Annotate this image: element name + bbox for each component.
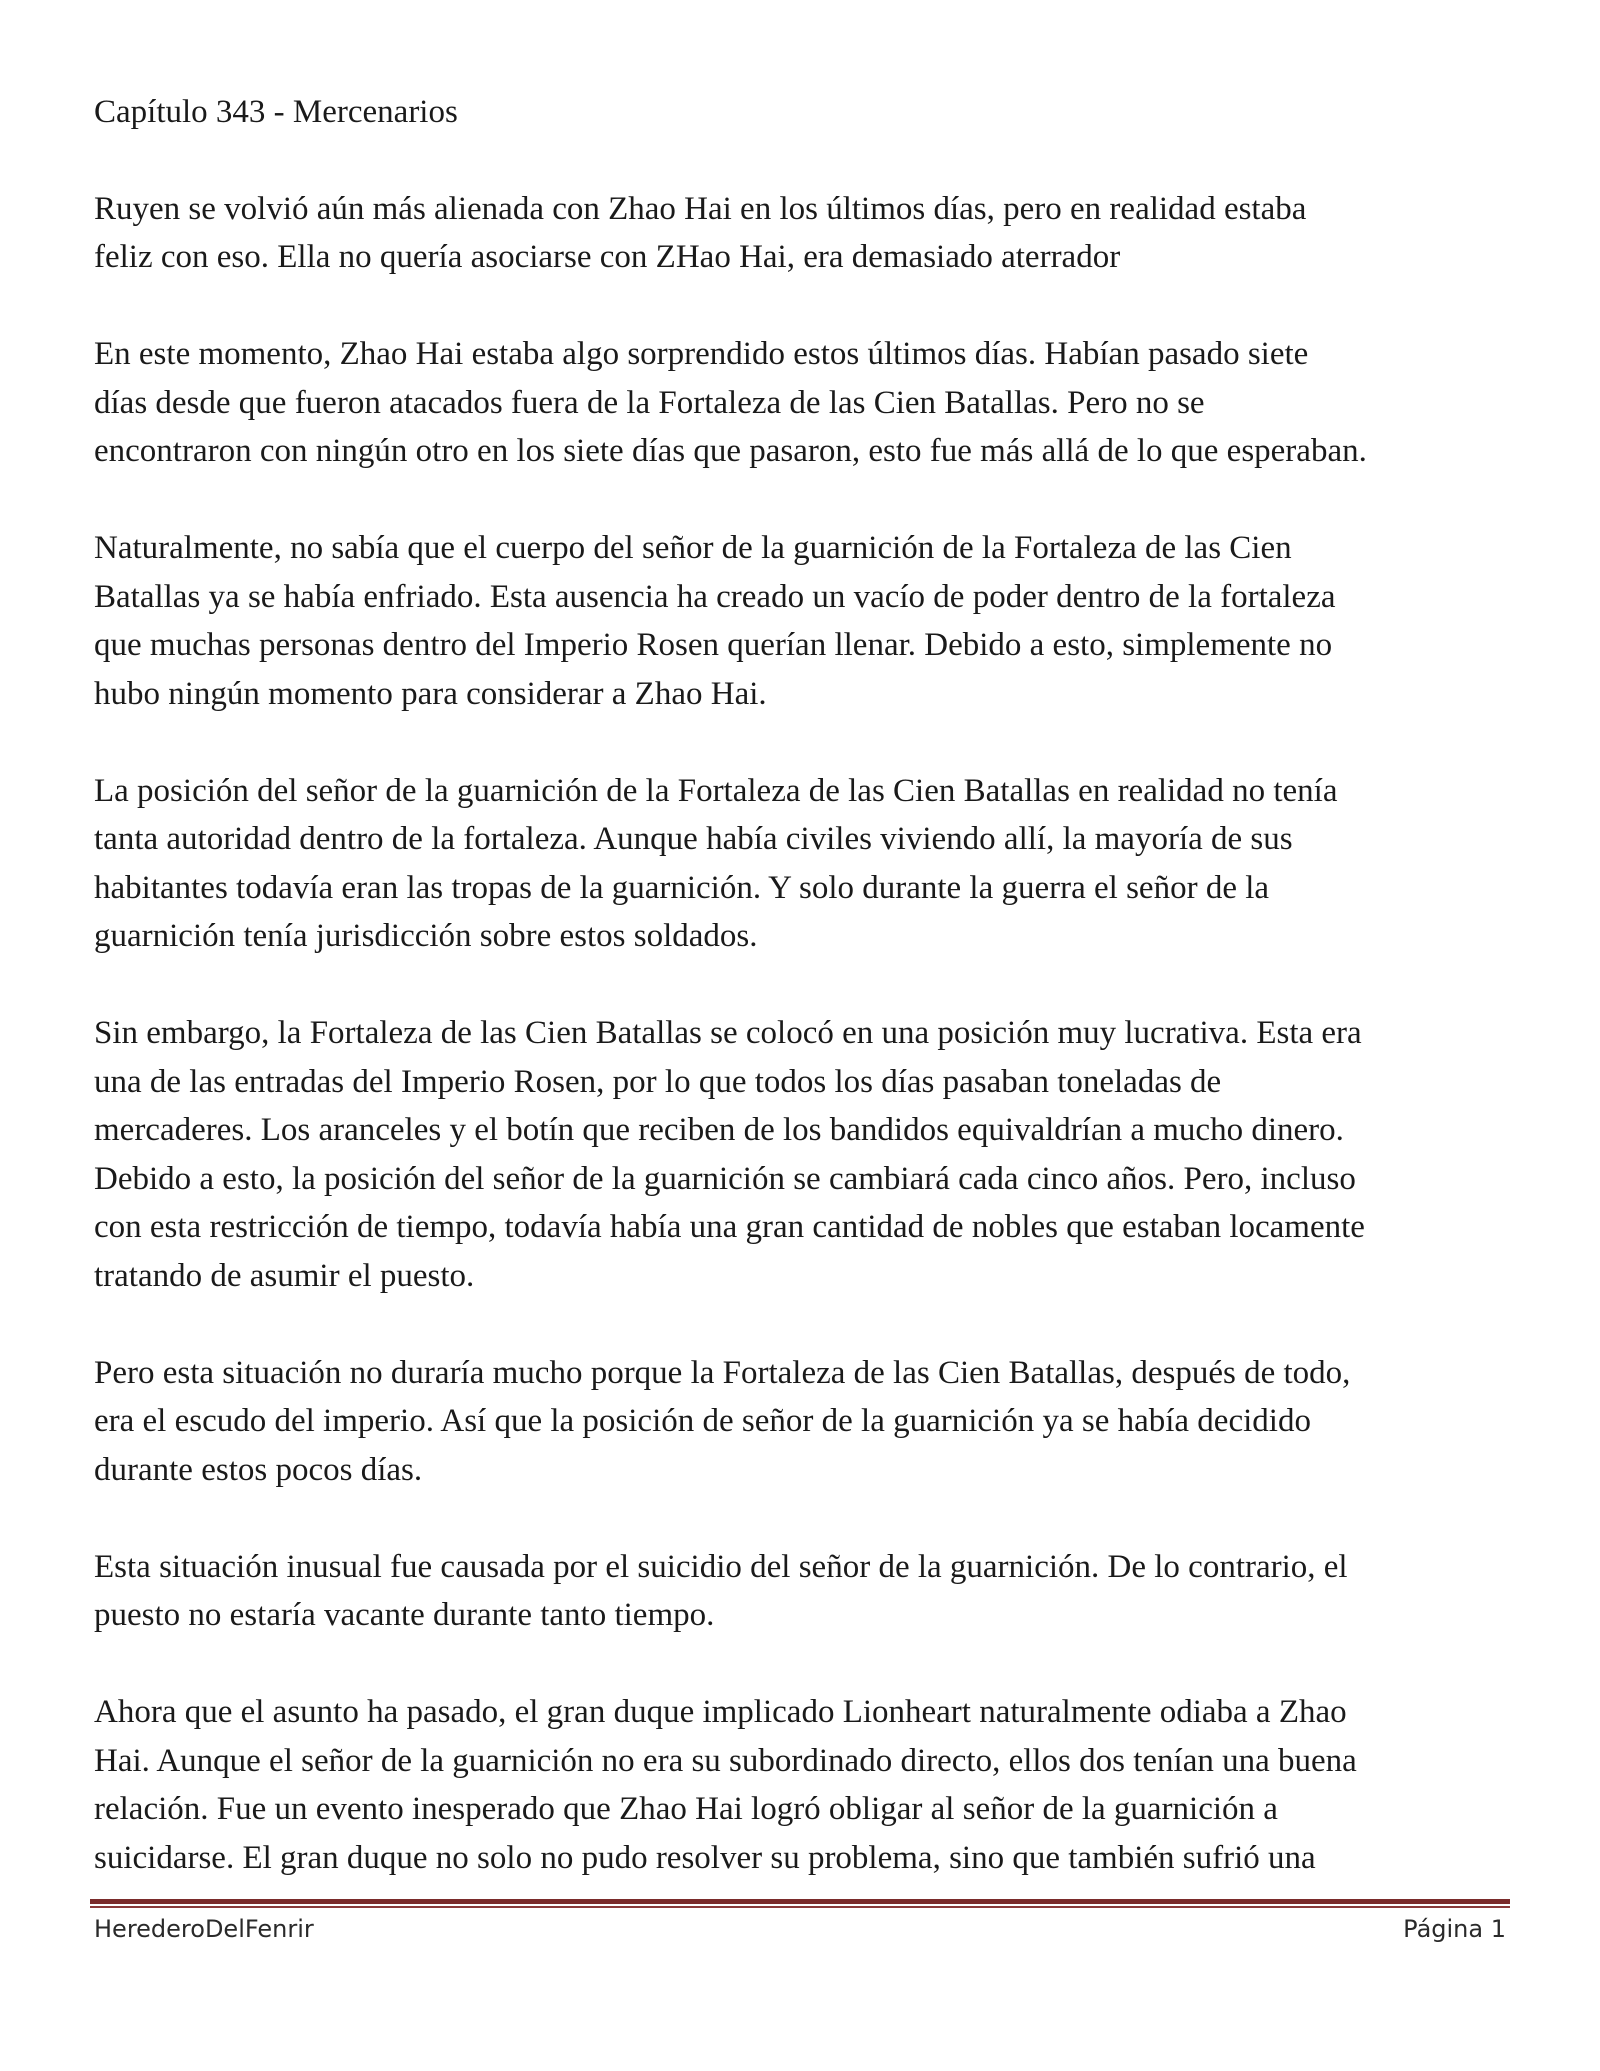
footer-divider-thick	[90, 1899, 1510, 1904]
document-body	[94, 88, 1514, 1931]
text-line: guarnición tenía jurisdicción sobre estos soldados.	[94, 918, 758, 954]
paragraph	[94, 185, 1514, 282]
text-line: feliz con eso. Ella no quería asociarse con ZHao Hai, era demasiado aterrador	[94, 239, 1121, 275]
text-line: tratando de asumir el puesto.	[94, 1257, 475, 1294]
text-line: durante estos pocos días.	[94, 1451, 423, 1488]
text-line: tanta autoridad dentro de la fortaleza. Aunque había civiles viviendo allí, la mayoría de sus	[94, 821, 1293, 857]
text-line: relación. Fue un evento inesperado que Zhao Hai logró obligar al señor de la guarnición a	[94, 1791, 1278, 1827]
chapter-title: Capítulo 343 - Mercenarios	[94, 94, 458, 130]
text-line: Debido a esto, la posición del señor de la guarnición se cambiará cada cinco años. Pero, incluso	[94, 1160, 1356, 1197]
footer-divider-thin	[90, 1906, 1510, 1908]
paragraph	[94, 330, 1514, 476]
paragraph	[94, 1543, 1514, 1640]
paragraph	[94, 767, 1514, 961]
text-line: una de las entradas del Imperio Rosen, por lo que todos los días pasaban toneladas de	[94, 1063, 1222, 1100]
text-line: que muchas personas dentro del Imperio Rosen querían llenar. Debido a esto, simplemente no	[94, 627, 1333, 663]
text-line: La posición del señor de la guarnición de la Fortaleza de las Cien Batallas en realidad no tenía	[94, 772, 1338, 809]
paragraph	[94, 524, 1514, 718]
text-line: Ruyen se volvió aún más alienada con Zhao Hai en los últimos días, pero en realidad estaba	[94, 190, 1307, 227]
text-line: Pero esta situación no duraría mucho porque la Fortaleza de las Cien Batallas, después de todo,	[94, 1354, 1351, 1391]
text-line: En este momento, Zhao Hai estaba algo sorprendido estos últimos días. Habían pasado siete	[94, 336, 1309, 372]
text-line: suicidarse. El gran duque no solo no pudo resolver su problema, sino que también sufrió una	[94, 1839, 1316, 1876]
paragraph	[94, 1688, 1514, 1882]
text-line: hubo ningún momento para considerar a Zhao Hai.	[94, 675, 767, 712]
paragraph	[94, 1009, 1514, 1300]
footer-divider	[90, 1899, 1510, 1909]
text-line: encontraron con ningún otro en los siete días que pasaron, esto fue más allá de lo que esperaban.	[94, 433, 1367, 469]
text-line: habitantes todavía eran las tropas de la guarnición. Y solo durante la guerra el señor de la	[94, 869, 1270, 906]
page-number: Página 1	[1403, 1915, 1506, 1943]
text-line: puesto no estaría vacante durante tanto tiempo.	[94, 1597, 715, 1633]
paragraph	[94, 1349, 1514, 1495]
footer-author: HerederoDelFenrir	[94, 1915, 314, 1943]
text-line: con esta restricción de tiempo, todavía había una gran cantidad de nobles que estaban locamente	[94, 1209, 1365, 1245]
text-line: Batallas ya se había enfriado. Esta ausencia ha creado un vacío de poder dentro de la fortaleza	[94, 578, 1336, 615]
text-line: días desde que fueron atacados fuera de la Fortaleza de las Cien Batallas. Pero no se	[94, 384, 1205, 421]
text-line: Ahora que el asunto ha pasado, el gran duque implicado Lionheart naturalmente odiaba a Zhao	[94, 1694, 1347, 1730]
text-line: Hai. Aunque el señor de la guarnición no era su subordinado directo, ellos dos tenían una buena	[94, 1742, 1357, 1779]
text-line: mercaderes. Los aranceles y el botín que reciben de los bandidos equivaldrían a mucho dinero.	[94, 1112, 1344, 1148]
text-line: Sin embargo, la Fortaleza de las Cien Batallas se colocó en una posición muy lucrativa. Esta era	[94, 1015, 1362, 1051]
text-line: Esta situación inusual fue causada por el suicidio del señor de la guarnición. De lo contrario, el	[94, 1548, 1348, 1585]
text-line: era el escudo del imperio. Así que la posición de señor de la guarnición ya se había decidido	[94, 1403, 1311, 1439]
text-line: Naturalmente, no sabía que el cuerpo del señor de la guarnición de la Fortaleza de las Cien	[94, 530, 1292, 566]
